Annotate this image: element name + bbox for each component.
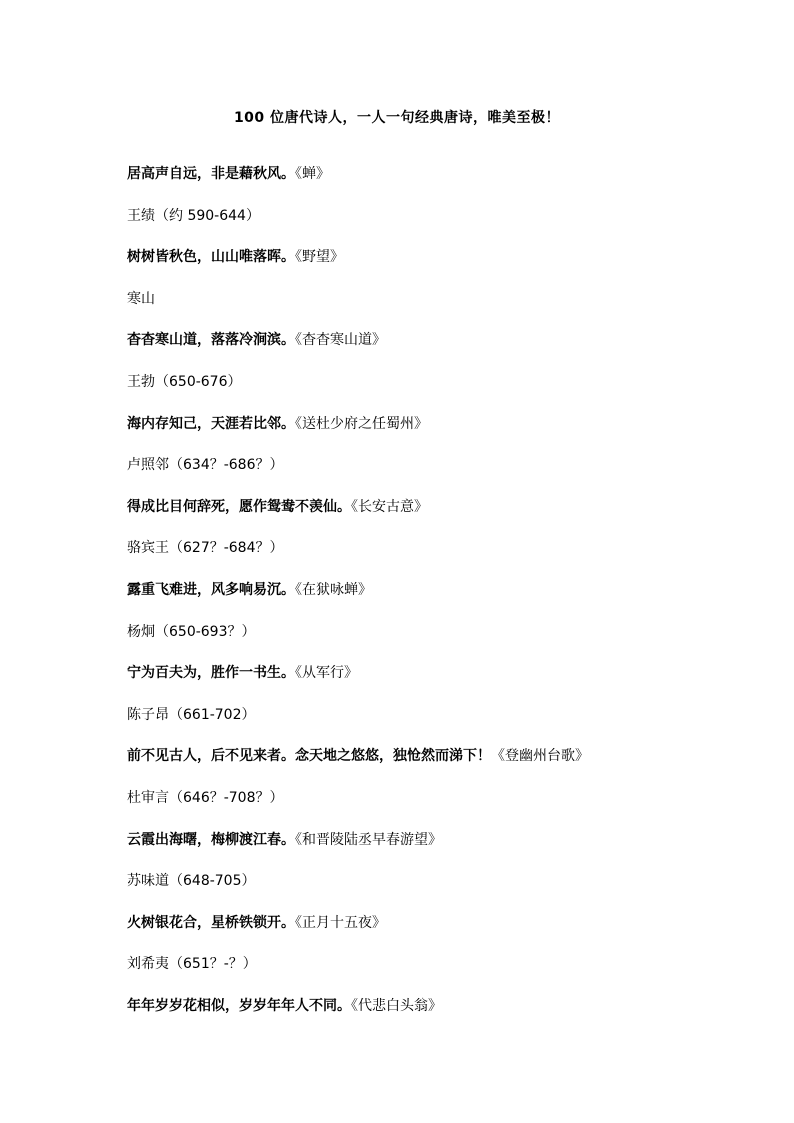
verse-text: 云霞出海曙，梅柳渡江春。 xyxy=(127,831,295,848)
verse-line xyxy=(127,330,747,372)
verse-line xyxy=(127,663,747,705)
verse-text: 火树银花合，星桥铁锁开。 xyxy=(127,914,295,931)
verse-line xyxy=(127,830,747,872)
poem-title: 《在狱咏蝉》 xyxy=(295,581,372,598)
poet-name: 骆宾王（627？-684？） xyxy=(127,540,284,557)
poet-name: 寒山 xyxy=(127,290,155,307)
poet-name: 王绩（约 590-644） xyxy=(127,207,260,224)
document-title: 100 位唐代诗人，一人一句经典唐诗，唯美至极！ xyxy=(233,110,561,126)
verse-line xyxy=(127,996,747,1038)
verse-text: 露重飞难进，风多响易沉。 xyxy=(127,581,295,598)
poet-name: 刘希夷（651？-？） xyxy=(127,956,257,973)
verse-text: 宁为百夫为，胜作一书生。 xyxy=(127,665,295,682)
verse-text: 前不见古人，后不见来者。念天地之悠悠，独怆然而涕下！ xyxy=(127,748,491,765)
poem-title: 《代悲白头翁》 xyxy=(351,997,442,1014)
poet-name: 陈子昂（661-702） xyxy=(127,706,256,723)
poet-name: 王勃（650-676） xyxy=(127,373,242,390)
poem-list xyxy=(127,164,747,1037)
verse-text: 杳杳寒山道，落落冷涧滨。 xyxy=(127,332,295,349)
verse-text: 得成比目何辞死，愿作鸳鸯不羡仙。 xyxy=(127,498,351,515)
verse-line xyxy=(127,913,747,955)
poem-title: 《从军行》 xyxy=(295,665,358,682)
verse-line xyxy=(127,414,747,456)
poem-title: 《蝉》 xyxy=(295,166,330,182)
poem-title: 《正月十五夜》 xyxy=(295,914,386,931)
poem-title: 《长安古意》 xyxy=(351,498,428,515)
poet-name: 苏味道（648-705） xyxy=(127,873,256,890)
verse-text: 海内存知己，天涯若比邻。 xyxy=(127,415,295,432)
verse-text: 年年岁岁花相似，岁岁年年人不同。 xyxy=(127,997,351,1014)
verse-line xyxy=(127,247,747,289)
verse-text: 树树皆秋色，山山唯落晖。 xyxy=(127,249,295,266)
verse-line xyxy=(127,746,747,788)
verse-line xyxy=(127,164,747,206)
poet-name: 杜审言（646？-708？） xyxy=(127,789,284,806)
poem-title: 《杳杳寒山道》 xyxy=(295,332,386,349)
poem-title: 《野望》 xyxy=(295,249,344,266)
verse-line xyxy=(127,580,747,622)
verse-line xyxy=(127,497,747,539)
verse-text: 居高声自远，非是藉秋风。 xyxy=(127,166,295,182)
poem-title: 《和晋陵陆丞早春游望》 xyxy=(295,831,442,848)
poem-title: 《送杜少府之任蜀州》 xyxy=(295,415,428,432)
poet-name: 卢照邻（634？-686？） xyxy=(127,457,284,474)
poem-title: 《登幽州台歌》 xyxy=(491,748,589,765)
poet-name: 杨炯（650-693？） xyxy=(127,623,256,640)
